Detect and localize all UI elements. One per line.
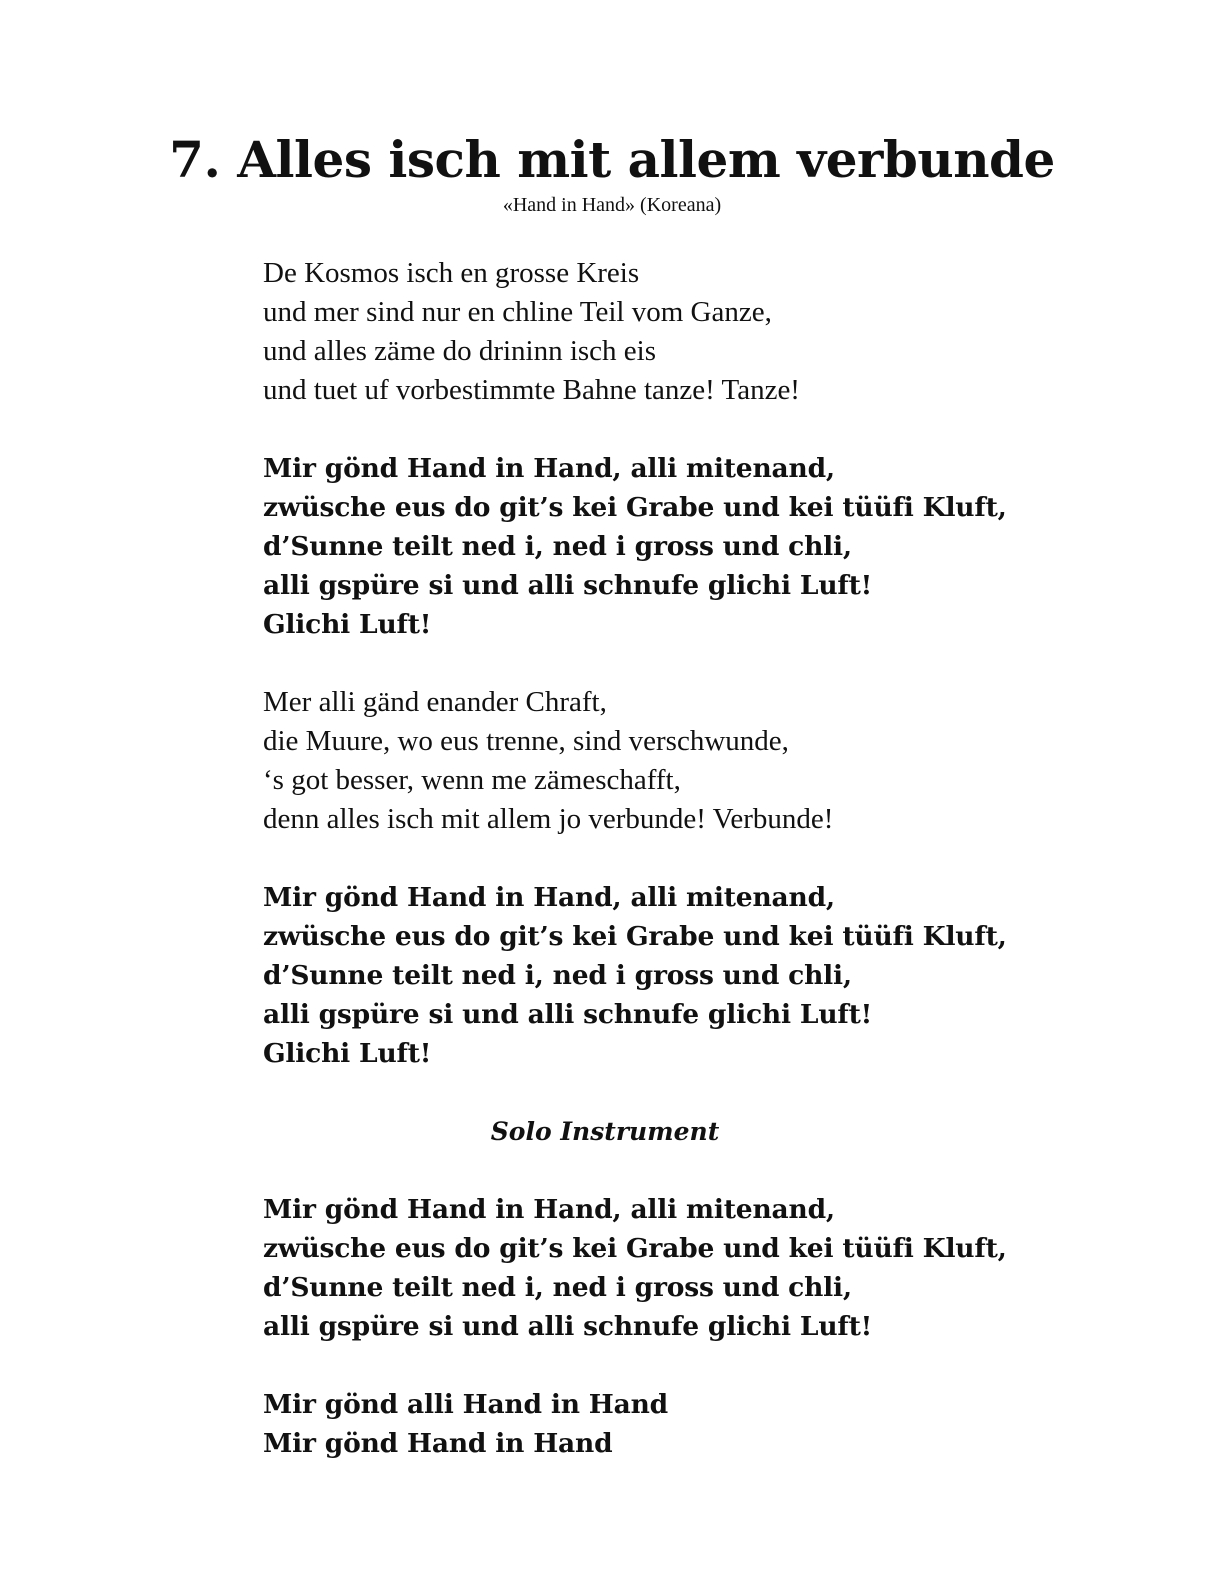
lyric-line: denn alles isch mit allem jo verbunde! Verbunde! [263, 803, 834, 835]
chorus-line: zwüsche eus do git’s kei Grabe und kei tüüfi Kluft, [263, 492, 1007, 523]
song-subtitle: «Hand in Hand» (Koreana) [502, 194, 722, 216]
lyric-line: ‘s got besser, wenn me zämeschafft, [263, 764, 681, 796]
lyric-line: die Muure, wo eus trenne, sind verschwunde, [263, 725, 789, 757]
chorus-line: Mir gönd alli Hand in Hand [263, 1389, 669, 1420]
verse-2 [263, 683, 1163, 839]
chorus-line: Mir gönd Hand in Hand, alli mitenand, [263, 882, 835, 913]
chorus-line: zwüsche eus do git’s kei Grabe und kei tüüfi Kluft, [263, 1233, 1007, 1264]
chorus-line: Mir gönd Hand in Hand, alli mitenand, [263, 453, 835, 484]
lyric-line: und mer sind nur en chline Teil vom Ganze, [263, 296, 772, 328]
chorus-line: d’Sunne teilt ned i, ned i gross und chli, [263, 960, 852, 991]
chorus-line: d’Sunne teilt ned i, ned i gross und chli, [263, 1272, 852, 1303]
outro [263, 1385, 1163, 1463]
lyric-line: De Kosmos isch en grosse Kreis [263, 257, 640, 289]
chorus-line: Glichi Luft! [263, 609, 432, 640]
chorus-line: alli gspüre si und alli schnufe glichi Luft! [263, 1311, 873, 1342]
solo-instruction: Solo Instrument [490, 1117, 720, 1146]
chorus-1 [263, 449, 1163, 644]
song-title: 7. Alles isch mit allem verbunde [169, 130, 1055, 189]
lyric-line: und alles zäme do drininn isch eis [263, 335, 657, 367]
chorus-line: d’Sunne teilt ned i, ned i gross und chli, [263, 531, 852, 562]
lyric-line: Mer alli gänd enander Chraft, [263, 686, 607, 718]
chorus-line: Mir gönd Hand in Hand [263, 1428, 613, 1459]
chorus-line: alli gspüre si und alli schnufe glichi Luft! [263, 570, 873, 601]
chorus-line: zwüsche eus do git’s kei Grabe und kei tüüfi Kluft, [263, 921, 1007, 952]
chorus-line: Mir gönd Hand in Hand, alli mitenand, [263, 1194, 835, 1225]
chorus-2 [263, 878, 1163, 1073]
lyrics [263, 254, 1163, 1463]
chorus-3 [263, 1190, 1163, 1346]
verse-1 [263, 254, 1163, 410]
chorus-line: alli gspüre si und alli schnufe glichi Luft! [263, 999, 873, 1030]
chorus-line: Glichi Luft! [263, 1038, 432, 1069]
lyric-line: und tuet uf vorbestimmte Bahne tanze! Tanze! [263, 374, 800, 406]
